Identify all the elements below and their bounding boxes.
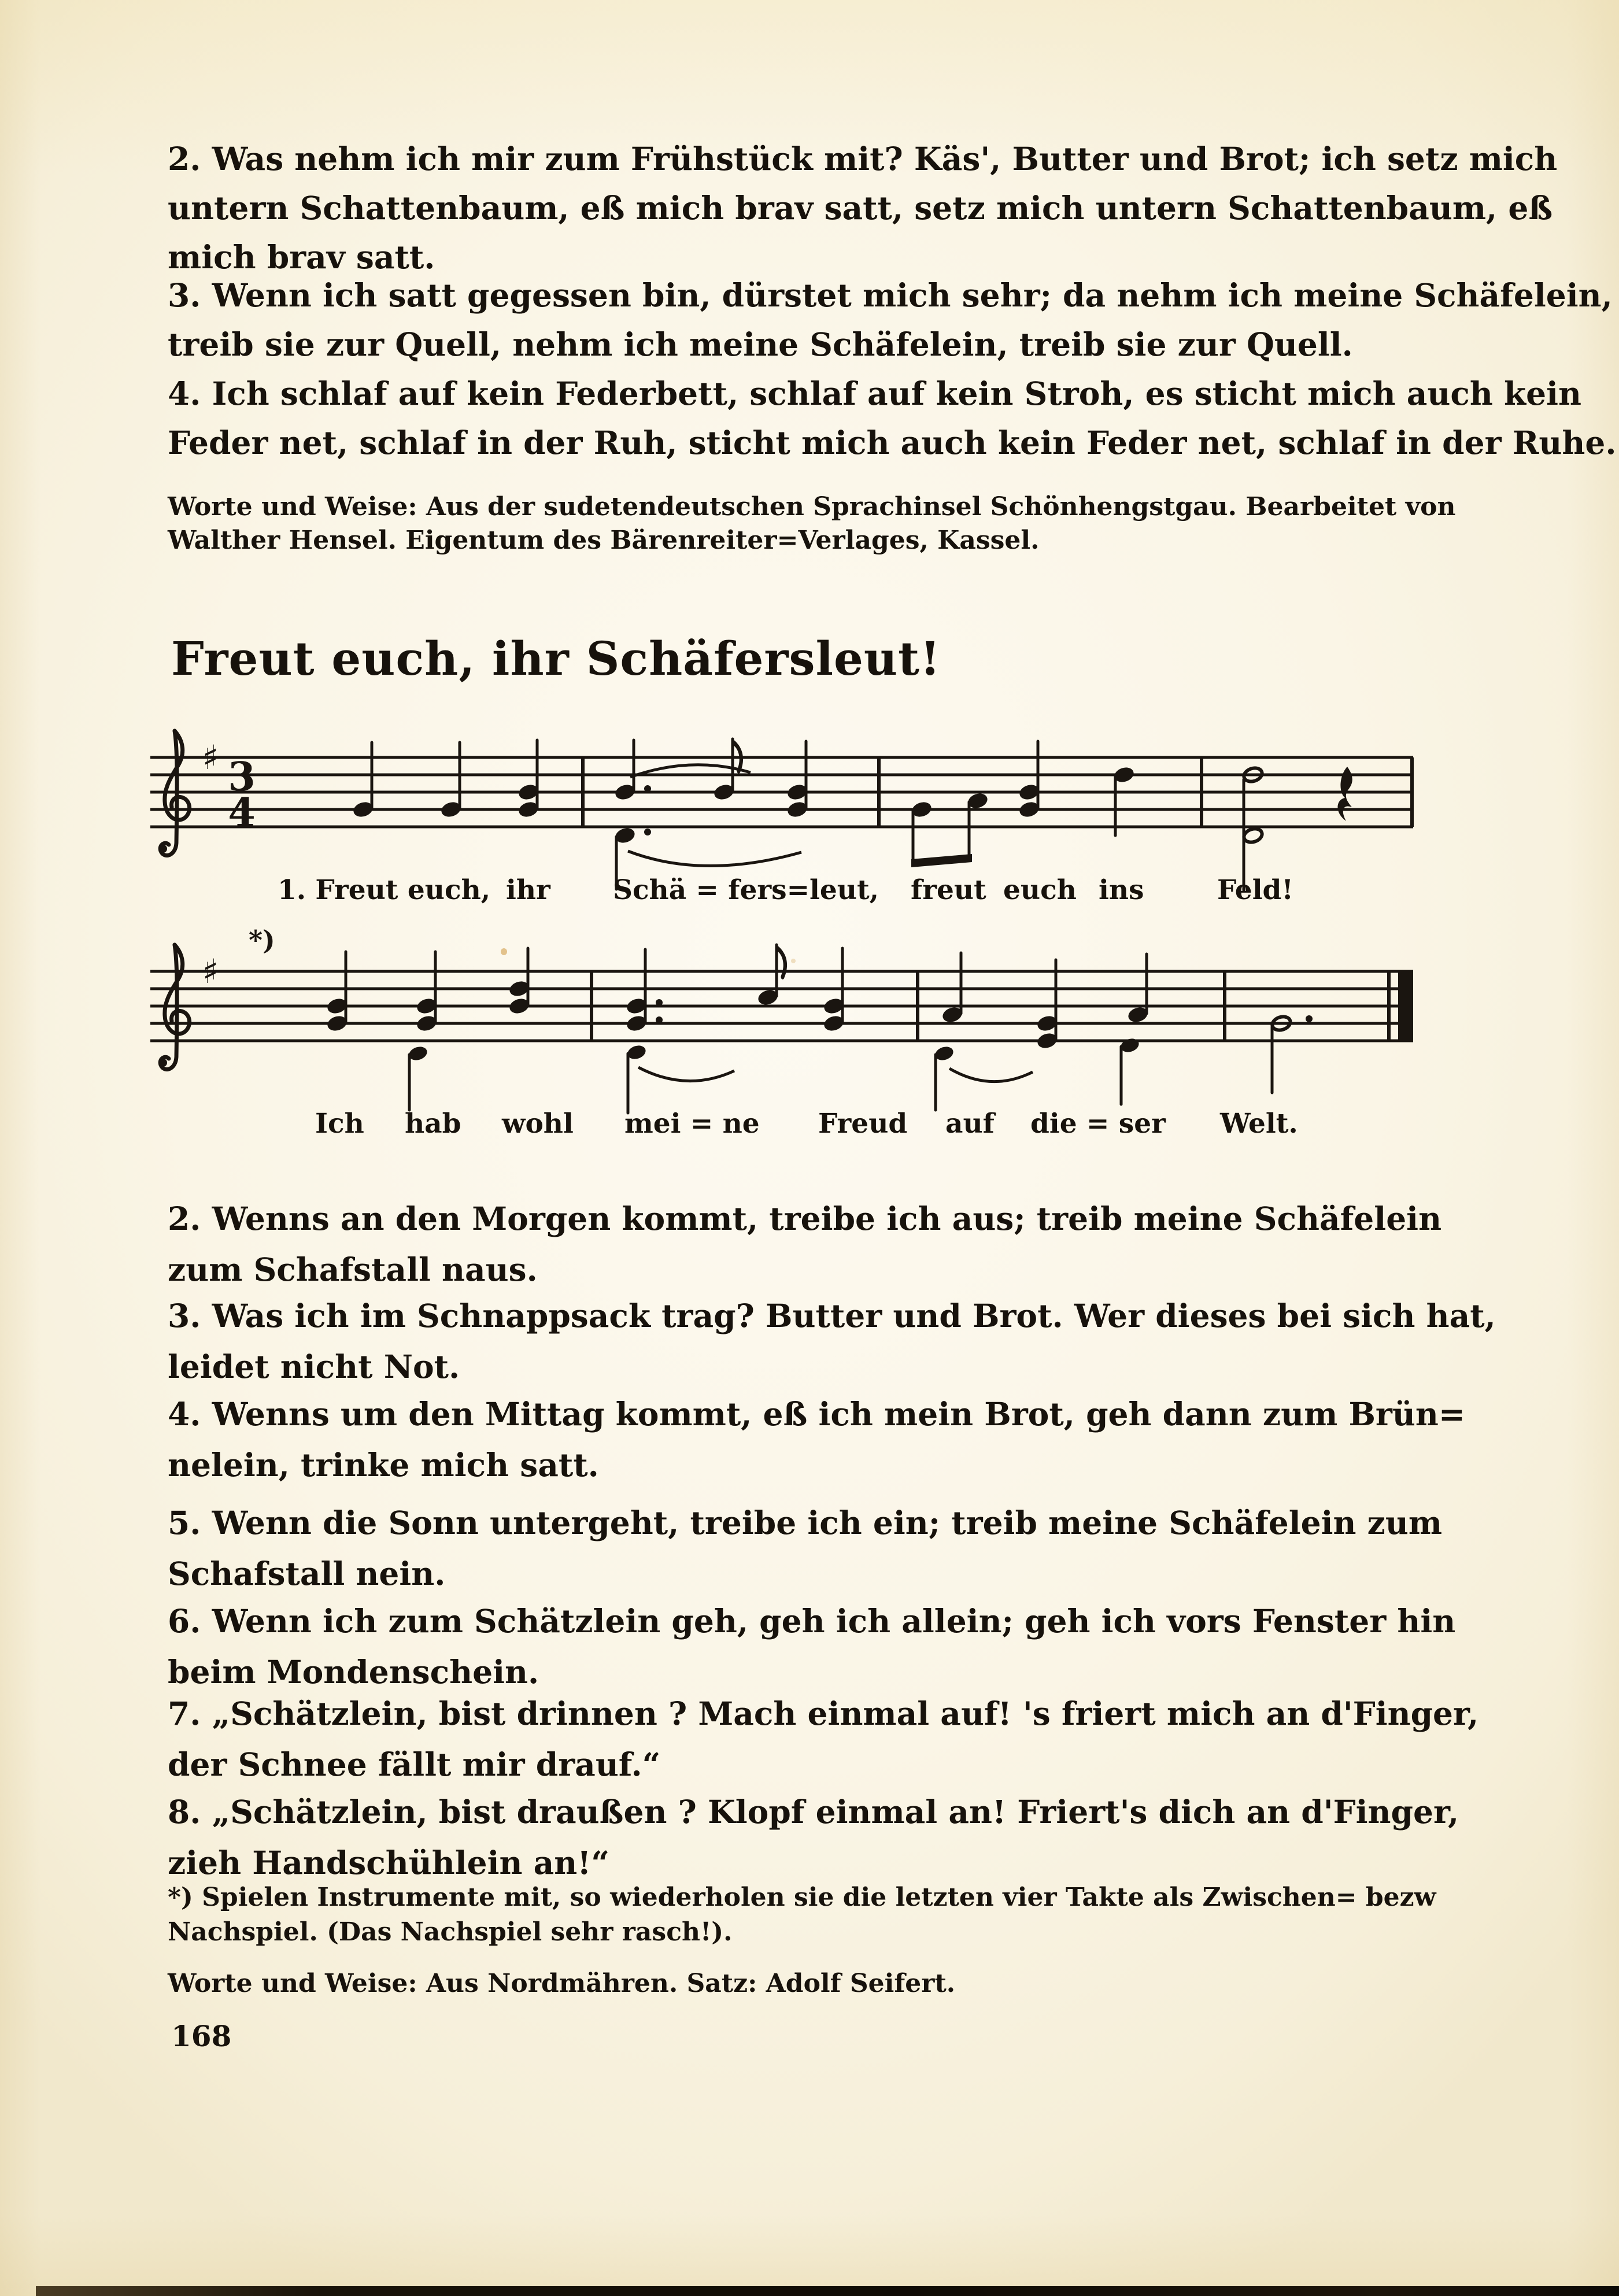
- song2-verse-8: [168, 1787, 1457, 1888]
- lyric-syllable: Feld!: [1217, 874, 1294, 906]
- footnote-line: *) Spielen Instrumente mit, so wiederholen sie die letzten vier Takte als Zwischen= bezw: [168, 1883, 1436, 1912]
- song2-verse-7: [168, 1688, 1479, 1790]
- page-number: 168: [171, 2019, 232, 2053]
- verse-line: 4. Ich schlaf auf kein Federbett, schlaf auf kein Stroh, es sticht mich auch kein: [168, 375, 1582, 412]
- verse-line: zieh Handschühlein an!“: [168, 1844, 610, 1881]
- verse-line: 2. Wenns an den Morgen kommt, treibe ich aus; treib meine Schäfelein: [168, 1200, 1442, 1237]
- music-system-2: [149, 919, 1415, 1127]
- verse-line: der Schnee fällt mir drauf.“: [168, 1746, 661, 1783]
- lyrics-line-2: [0, 1108, 1619, 1148]
- verse-line: 5. Wenn die Sonn untergeht, treibe ich ein; treib meine Schäfelein zum: [168, 1504, 1443, 1541]
- verse-line: Feder net, schlaf in der Ruh, sticht mich auch kein Feder net, schlaf in der Ruhe.: [168, 424, 1617, 461]
- final-barline: [1398, 971, 1413, 1041]
- song2-verse-2: [168, 1193, 1457, 1295]
- key-signature-sharp: ♯: [202, 952, 219, 991]
- verse-line: 7. „Schätzlein, bist drinnen ? Mach einmal auf! 's friert mich an d'Finger,: [168, 1695, 1479, 1732]
- footnote-line: Nachspiel. (Das Nachspiel sehr rasch!).: [168, 1917, 733, 1947]
- verse-line: treib sie zur Quell, nehm ich meine Schäfelein, treib sie zur Quell.: [168, 326, 1353, 363]
- song2-verse-4: [168, 1389, 1465, 1491]
- song1-credit: [168, 490, 1457, 557]
- lyric-syllable: ihr: [506, 874, 550, 906]
- key-signature-sharp: ♯: [202, 738, 219, 777]
- lyric-syllable: 1. Freut euch,: [278, 874, 491, 906]
- verse-line: leidet nicht Not.: [168, 1348, 460, 1385]
- measure-3-notes: [910, 741, 1136, 867]
- lyric-syllable: freut: [911, 874, 986, 906]
- song2-verse-6: [168, 1596, 1457, 1698]
- scan-bottom-edge: [36, 2286, 1619, 2296]
- svg-text:3: 3: [228, 754, 256, 800]
- measure-4-notes: [1270, 1015, 1313, 1093]
- measure-1-notes: [352, 740, 540, 819]
- song2-footnote: [168, 1880, 1457, 1950]
- song1-verse-4: [168, 369, 1617, 467]
- song2-verse-5: [168, 1498, 1457, 1599]
- verse-line: 4. Wenns um den Mittag kommt, eß ich mein Brot, geh dann zum Brün=: [168, 1395, 1465, 1433]
- verse-line: mich brav satt.: [168, 238, 435, 276]
- paper-speck: [791, 959, 796, 963]
- lyric-syllable: Welt.: [1220, 1108, 1298, 1140]
- credit-line: Worte und Weise: Aus Nordmähren. Satz: Adolf Seifert.: [168, 1969, 956, 1998]
- verse-line: 3. Wenn ich satt gegessen bin, dürstet mich sehr; da nehm ich meine Schäfelein,: [168, 276, 1613, 314]
- verse-line: zum Schafstall naus.: [168, 1251, 538, 1288]
- song2-title: Freut euch, ihr Schäfersleut!: [171, 631, 941, 686]
- lyric-syllable: ins: [1099, 874, 1144, 906]
- measure-3-notes: [933, 953, 1149, 1110]
- lyric-syllable: euch: [1003, 874, 1077, 906]
- verse-line: 8. „Schätzlein, bist draußen ? Klopf einmal an! Friert's dich an d'Finger,: [168, 1793, 1459, 1831]
- verse-line: Schafstall nein.: [168, 1555, 446, 1592]
- verse-line: 6. Wenn ich zum Schätzlein geh, geh ich allein; geh ich vors Fenster hin: [168, 1602, 1456, 1640]
- song2-credit: [168, 1967, 1457, 2001]
- song1-verse-2: [168, 134, 1558, 282]
- lyric-syllable: auf: [945, 1108, 995, 1140]
- verse-line: beim Mondenschein.: [168, 1653, 539, 1691]
- song2-verse-3: [168, 1291, 1496, 1392]
- verse-line: untern Schattenbaum, eß mich brav satt, setz mich untern Schattenbaum, eß: [168, 189, 1553, 227]
- staff-lines: [150, 757, 1413, 827]
- lyric-syllable: Schä = fers=leut,: [613, 874, 879, 906]
- lyric-syllable: mei = ne: [624, 1108, 760, 1140]
- verse-line: 3. Was ich im Schnappsack trag? Butter und Brot. Wer dieses bei sich hat,: [168, 1297, 1496, 1334]
- measure-2-notes: [613, 739, 809, 889]
- credit-line: Walther Hensel. Eigentum des Bärenreiter=Verlages, Kassel.: [168, 526, 1040, 555]
- lyric-syllable: Freud: [818, 1108, 908, 1140]
- footnote-marker: *): [249, 925, 275, 956]
- verse-line: nelein, trinke mich satt.: [168, 1446, 599, 1484]
- lyric-syllable: hab: [405, 1108, 461, 1140]
- svg-text:4: 4: [228, 790, 256, 836]
- lyric-syllable: Ich: [315, 1108, 364, 1140]
- credit-line: Worte und Weise: Aus der sudetendeutschen Sprachinsel Schönhengstgau. Bearbeitet von: [168, 492, 1456, 522]
- time-signature: [228, 754, 255, 836]
- verse-line: 2. Was nehm ich mir zum Frühstück mit? Käs', Butter und Brot; ich setz mich: [168, 140, 1558, 178]
- paper-speck: [501, 948, 507, 955]
- lyric-syllable: wohl: [502, 1108, 574, 1140]
- song1-verse-3: [168, 271, 1613, 369]
- lyric-syllable: die = ser: [1030, 1108, 1166, 1140]
- lyrics-line-1: [0, 874, 1619, 915]
